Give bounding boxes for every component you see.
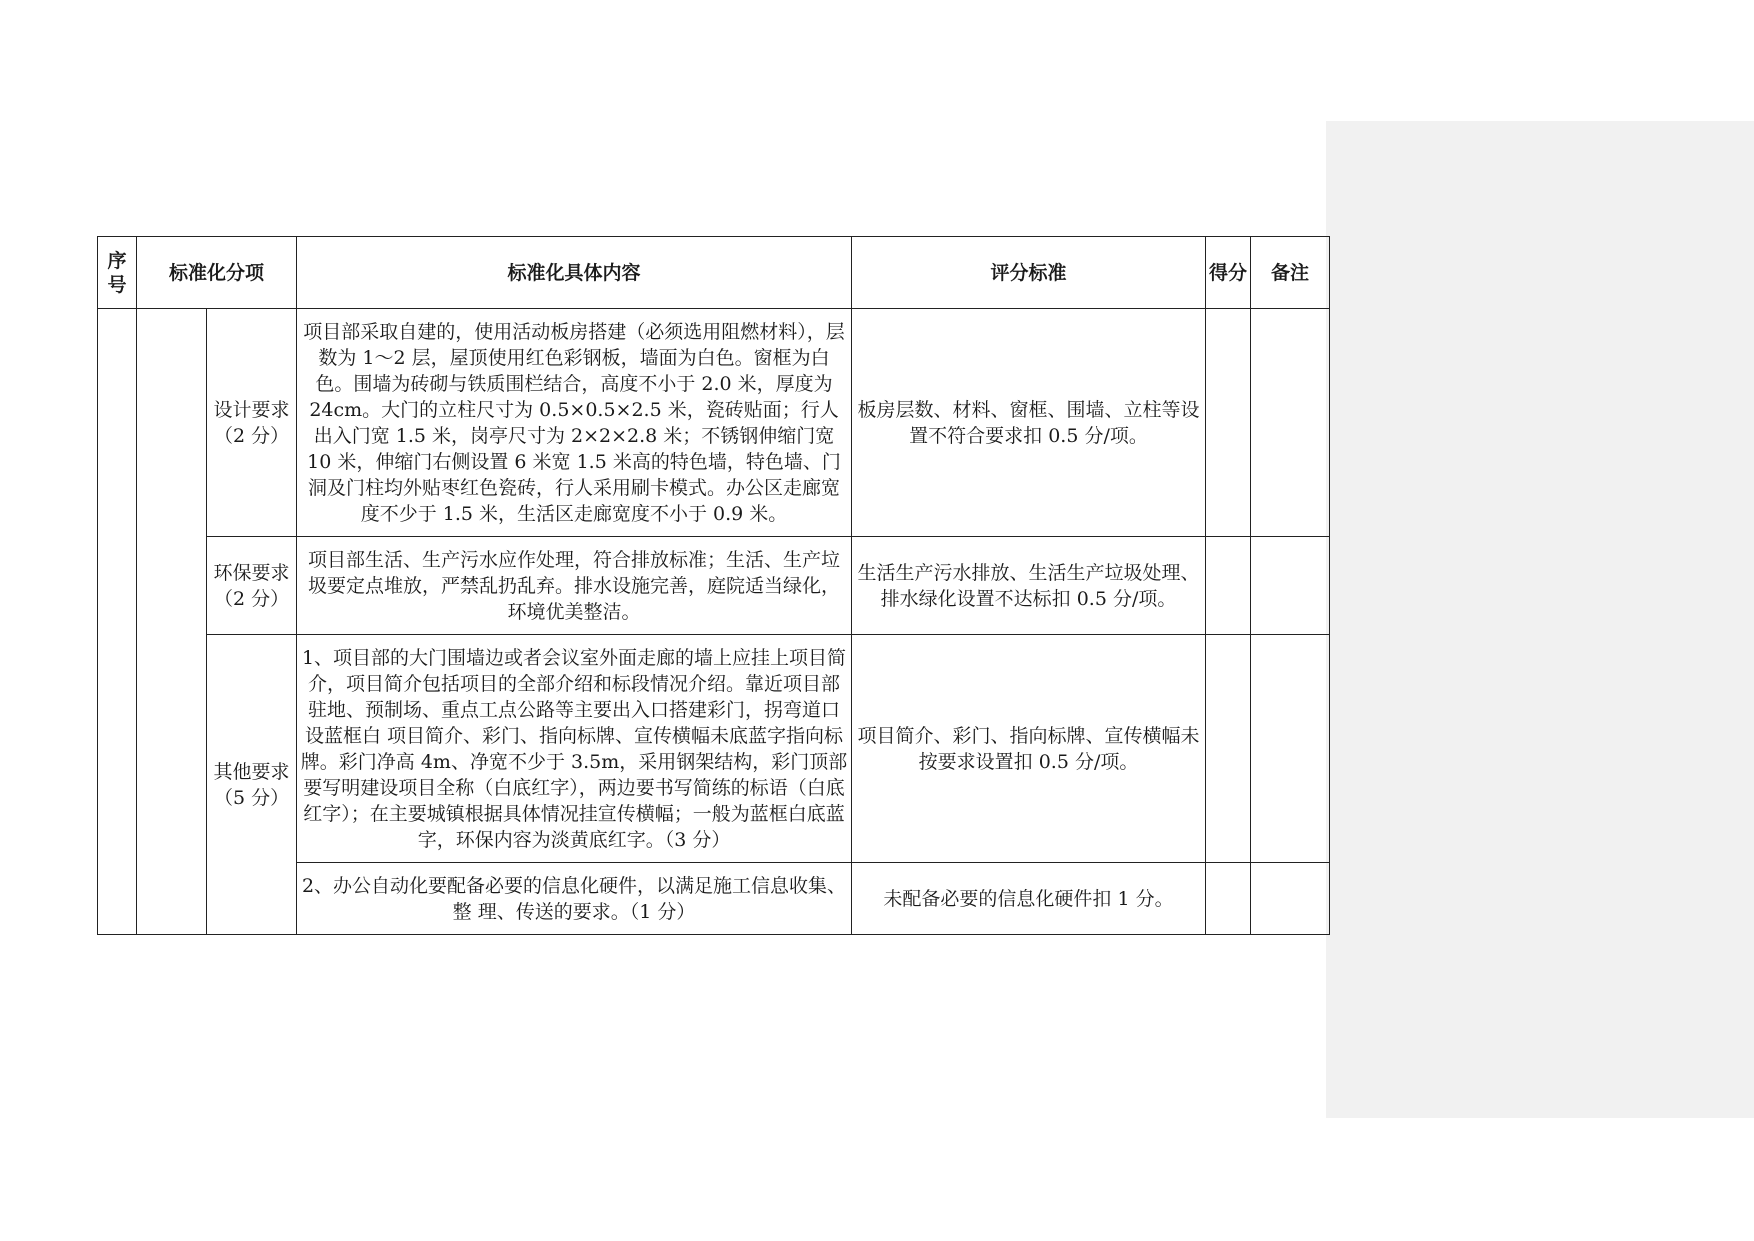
header-row [98, 237, 1330, 309]
table-row-other-1 [98, 635, 1330, 863]
header-remark: 备注 [1251, 237, 1330, 309]
content-cell: 1、项目部的大门围墙边或者会议室外面走廊的墙上应挂上项目简介，项目简介包括项目的全部介绍和标段情况介绍。靠近项目部驻地、预制场、重点工点公路等主要出入口搭建彩门，拐弯道口设蓝框白 项目简介、彩门、指向标牌、宣传横幅未底蓝字指向标牌。彩门净高 4m、净宽不少于 3.5m，采用钢架结构，彩门顶部要写明建设项目全称（白底红字），两边要书写简练的标语（白底红字）；在主要城镇根据具体情况挂宣传横幅；一般为蓝框白底蓝字，环保内容为淡黄底红字。（3 分） [297, 635, 852, 863]
sub-category-env [207, 537, 297, 635]
sub-title: 环保要求 [213, 561, 290, 584]
remark-cell [1251, 863, 1330, 935]
table-row-env [98, 537, 1330, 635]
header-category: 标准化分项 [137, 237, 297, 309]
sub-points: （2 分） [213, 424, 290, 447]
criteria-cell: 板房层数、材料、窗框、围墙、立柱等设置不符合要求扣 0.5 分/项。 [852, 309, 1206, 537]
sub-title: 设计要求 [213, 398, 290, 421]
score-cell [1206, 537, 1251, 635]
score-cell [1206, 309, 1251, 537]
header-criteria: 评分标准 [852, 237, 1206, 309]
side-panel [1326, 121, 1754, 1118]
remark-cell [1251, 635, 1330, 863]
criteria-cell: 生活生产污水排放、生活生产垃圾处理、排水绿化设置不达标扣 0.5 分/项。 [852, 537, 1206, 635]
score-cell [1206, 863, 1251, 935]
sub-category-design [207, 309, 297, 537]
seq-cell [98, 309, 137, 935]
content-cell: 项目部生活、生产污水应作处理，符合排放标准；生活、生产垃圾要定点堆放，严禁乱扔乱弃。排水设施完善，庭院适当绿化，环境优美整洁。 [297, 537, 852, 635]
remark-cell [1251, 537, 1330, 635]
score-cell [1206, 635, 1251, 863]
header-content: 标准化具体内容 [297, 237, 852, 309]
category-cell [137, 309, 207, 935]
standardization-table [97, 236, 1330, 935]
table-row-design [98, 309, 1330, 537]
sub-points: （2 分） [213, 587, 290, 610]
content-cell: 2、办公自动化要配备必要的信息化硬件，以满足施工信息收集、整 理、传送的要求。（1 分） [297, 863, 852, 935]
content-cell: 项目部采取自建的，使用活动板房搭建（必须选用阻燃材料），层数为 1～2 层，屋顶使用红色彩钢板，墙面为白色。窗框为白色。围墙为砖砌与铁质围栏结合，高度不小于 2.0 米，厚度为 24cm。大门的立柱尺寸为 0.5×0.5×2.5 米，瓷砖贴面；行人出入门宽 1.5 米，岗亭尺寸为 2×2×2.8 米；不锈钢伸缩门宽 10 米，伸缩门右侧设置 6 米宽 1.5 米高的特色墙，特色墙、门洞及门柱均外贴枣红色瓷砖，行人采用刷卡模式。办公区走廊宽度不少于 1.5 米，生活区走廊宽度不小于 0.9 米。 [297, 309, 852, 537]
criteria-cell: 项目简介、彩门、指向标牌、宣传横幅未按要求设置扣 0.5 分/项。 [852, 635, 1206, 863]
criteria-cell: 未配备必要的信息化硬件扣 1 分。 [852, 863, 1206, 935]
header-seq: 序号 [98, 237, 137, 309]
remark-cell [1251, 309, 1330, 537]
sub-title: 其他要求 [213, 760, 290, 783]
sub-category-other [207, 635, 297, 935]
sub-points: （5 分） [213, 786, 290, 809]
header-score: 得分 [1206, 237, 1251, 309]
